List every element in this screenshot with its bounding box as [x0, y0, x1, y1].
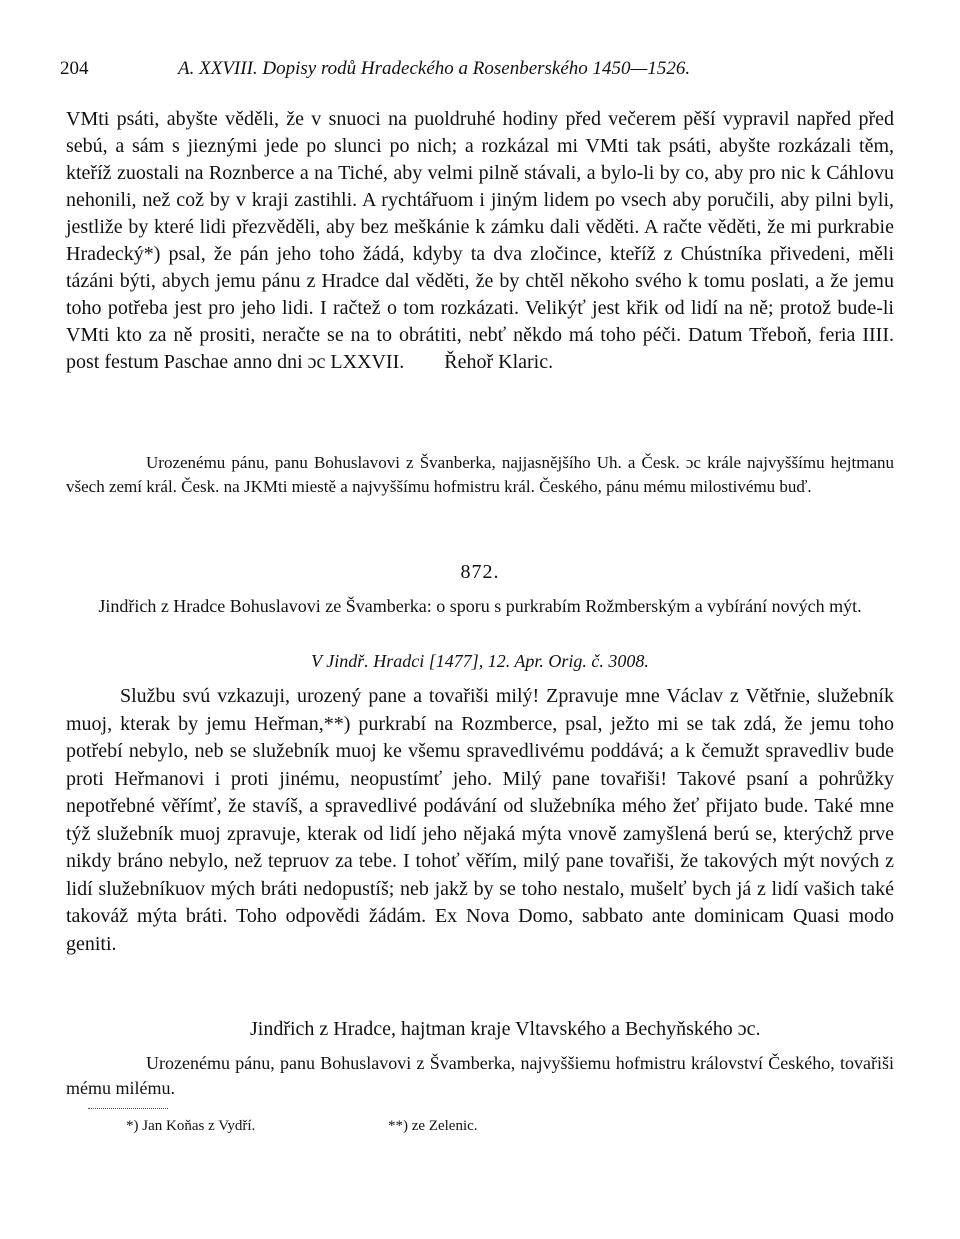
- footnote-1: *) Jan Koňas z Vydří.: [126, 1118, 256, 1134]
- letter-872-text: Službu svú vzkazuji, urozený pane a tovařiši milý! Zpravuje mne Václav z Větřnie, služebník muoj, kterak by jemu Heřman,**) purkrabí na Rozmberce, psal, ježto mi se tak zdá, že jemu toho potřebí nebylo, neb se služebník muoj ke všemu spravedlivému poddává; a k čemužt spravedliv bude proti Heřmanovi i proti jinému, neopustímť jeho. Milý pane tovařiši! Takové psaní a pohrůžky nepotřebné věřímť, že stavíš, a spravedlivé podávání od služebníka mého žeť přijato bude. Také mne týž služebník muoj zpravuje, kterak od lidí jeho nějaká mýta vnově zamyšlená berú se, kterýchž prve nikdy bráno nebylo, než tepruov za tebe. I tohoť věřím, milý pane tovařiši, že takových mýt nových z lidí služebníkuov mých bráti nedopustíš; neb jakž by se toho nestalo, mušelť bych já z lidí vašich také takováž mýta bráti. Toho odpovědi žádám. Ex Nova Domo, sabbato ante dominicam Quasi modo geniti.: [66, 685, 894, 955]
- document-source: V Jindř. Hradci [1477], 12. Apr. Orig. č. 3008.: [311, 651, 649, 671]
- letter-871-address: [66, 451, 894, 499]
- page-header: [60, 58, 900, 88]
- footnote-2: **) ze Zelenic.: [388, 1118, 478, 1134]
- footnote-rule: [88, 1108, 168, 1109]
- letter-872-signature: Jindřich z Hradce, hajtman kraje Vltavského a Bechyňského ɔc.: [250, 1018, 761, 1040]
- letter-872-address-text: Urozenému pánu, panu Bohuslavovi z Švamberka, najvyššiemu hofmistru království Českého, tovařiši mému milému.: [66, 1053, 894, 1098]
- letter-872-body: [66, 683, 894, 958]
- running-title: A. XXVIII. Dopisy rodů Hradeckého a Rosenberského 1450—1526.: [178, 58, 691, 79]
- document-number: 872.: [460, 561, 500, 583]
- document-summary: Jindřich z Hradce Bohuslavovi ze Švamberka: o sporu s purkrabím Rožmberským a vybírání nových mýt.: [98, 596, 862, 616]
- letter-871-body: [66, 106, 899, 376]
- letter-872-address: [66, 1051, 894, 1101]
- page-number: 204: [60, 58, 89, 79]
- letter-871-text: VMti psáti, abyšte věděli, že v snuoci na puoldruhé hodiny před večerem pěší vypravil napřed před sebú, a sám s jieznými jede po slunci po nich; a rozkázal mi VMti tak psáti, abyšte rozkázali těm, kteříž zuostali na Roznberce a na Tiché, aby velmi pilně stávali, a bylo-li by co, aby pro nic k Cáhlovu nehonili, než což by v kraji zastihli. A rychtářuom i jiným lidem po vsech aby poručili, aby pilni byli, jestliže by které lidi přezvěděli, aby bez meškánie k zámku dali věděti. A račte věděti, že mi purkrabie Hradecký*) psal, že pán jeho toho žádá, kdyby ta dva zločince, kteříž z Chústníka přivedeni, měli tázáni býti, abych jemu pánu z Hradce dal věděti, že by chtěl někoho svého k tomu poslati, a že jemu toho potřeba jest pro jeho lidi. I račtež o tom rozkázati. Velikýť jest křik od lidí na ně; protož bude-li VMti kto za ně prositi, neračte se na to obrátiti, nebť někdo má toho péči. Datum Třeboň, feria IIII. post festum Paschae anno dni ɔc LXXVII. Řehoř Klaric.: [66, 108, 899, 373]
- letter-871-address-text: Urozenému pánu, panu Bohuslavovi z Švanberka, najjasnějšího Uh. a Česk. ɔc krále najvyššímu hejtmanu všech zemí král. Česk. na JKMti miestě a najvyššímu hofmistru král. Českého, pánu mému milostivému buď.: [66, 453, 894, 496]
